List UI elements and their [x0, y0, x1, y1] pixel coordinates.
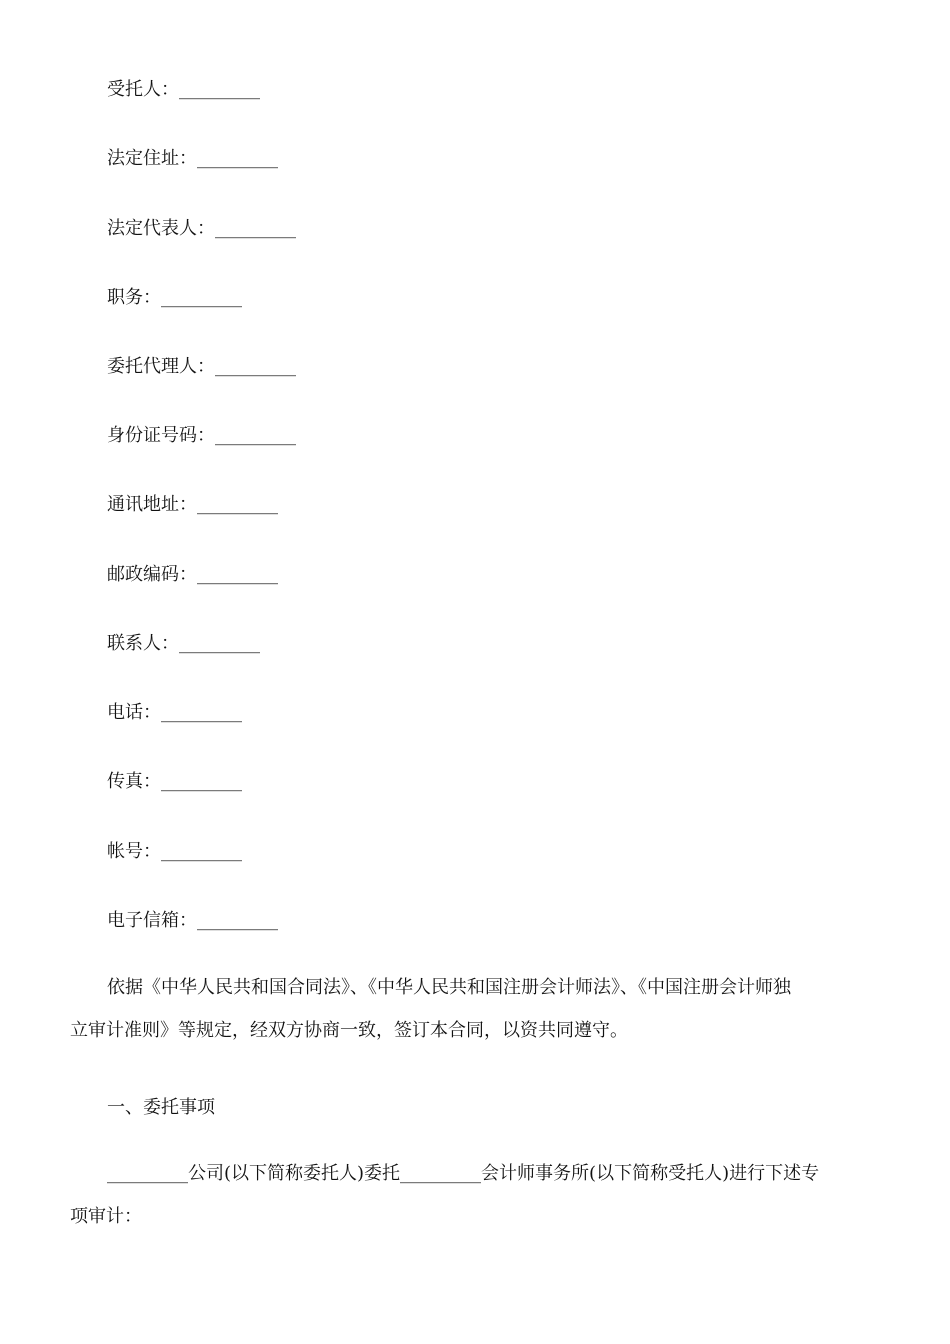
- field-fax: 传真：_________: [107, 771, 242, 792]
- field-contact-person: 联系人：_________: [107, 633, 260, 654]
- entrusted-matters-paragraph: [70, 1162, 880, 1232]
- entrusted-matters-line-1: _________公司(以下简称委托人)委托_________会计师事务所(以下简称受托人)进行下述专: [107, 1163, 820, 1184]
- field-account-number: 帐号：_________: [107, 841, 242, 862]
- entrusted-matters-line-2: 项审计：: [70, 1206, 142, 1227]
- field-id-number: 身份证号码：_________: [107, 425, 296, 446]
- field-postal-code: 邮政编码：_________: [107, 564, 278, 585]
- field-mailing-address: 通讯地址：_________: [107, 494, 278, 515]
- field-phone: 电话：_________: [107, 702, 242, 723]
- field-trustee: 受托人：_________: [107, 79, 260, 100]
- field-legal-representative: 法定代表人：_________: [107, 218, 296, 239]
- field-position: 职务：_________: [107, 287, 242, 308]
- field-email: 电子信箱：_________: [107, 910, 278, 931]
- section-heading-entrusted-matters: 一、委托事项: [107, 1097, 215, 1118]
- basis-line-1: 依据《中华人民共和国合同法》、《中华人民共和国注册会计师法》、《中国注册会计师独: [107, 977, 791, 998]
- field-legal-address: 法定住址：_________: [107, 148, 278, 169]
- basis-paragraph: [70, 976, 880, 1046]
- basis-line-2: 立审计准则》等规定，经双方协商一致，签订本合同，以资共同遵守。: [70, 1020, 628, 1041]
- field-entrusted-agent: 委托代理人：_________: [107, 356, 296, 377]
